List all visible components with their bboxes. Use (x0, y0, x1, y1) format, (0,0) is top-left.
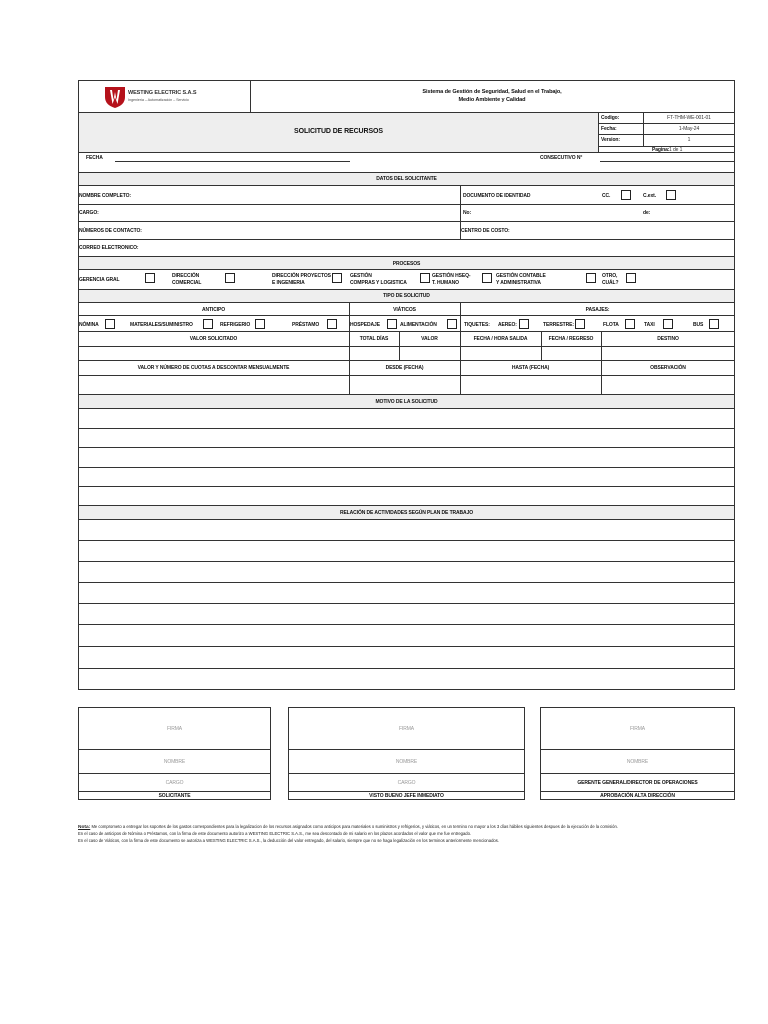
hospedaje-checkbox[interactable] (387, 319, 397, 329)
proc-comercial-checkbox[interactable] (225, 273, 235, 283)
cc-checkbox[interactable] (621, 190, 631, 200)
nombre-label: NOMBRE COMPLETO: (79, 193, 131, 199)
company-logo (104, 84, 244, 108)
numeros-label: NÚMEROS DE CONTACTO: (79, 228, 142, 234)
tiquetes-label: TIQUETES: (464, 322, 490, 328)
valor-header: VALOR (421, 336, 438, 342)
proc-gerencia-checkbox[interactable] (145, 273, 155, 283)
proc-otro-checkbox[interactable] (626, 273, 636, 283)
flota-checkbox[interactable] (625, 319, 635, 329)
nomina-label: NÓMINA (79, 322, 99, 328)
sig1-footer: SOLICITANTE (158, 793, 191, 799)
pasajes-header: PASAJES: (585, 307, 610, 313)
desde-header: DESDE (FECHA) (385, 365, 424, 371)
sig2-cargo: CARGO (397, 780, 416, 786)
cc-label: CC. (602, 193, 611, 199)
pagina-label: Pagina: (652, 147, 670, 153)
bus-label: BUS (693, 322, 704, 328)
hasta-header: HASTA (FECHA) (511, 365, 550, 371)
form-title: SOLICITUD DE RECURSOS (294, 128, 383, 135)
note-text-1: Me comprometo a entregar los soportes de los gastos correspondientes para la legalizacion de los recursos asignados como anticipos para materiales o suministros y refrigerios, y viáticos, en un termino no mayor a los 3 días hábiles siguientes despues de la ejecución de la comisión. (91, 824, 618, 829)
taxi-label: TAXI (644, 322, 655, 328)
proc-comercial-label-2: COMERCIAL (172, 280, 202, 286)
hospedaje-label: HOSPEDAJE (350, 322, 380, 328)
proc-proyectos-checkbox[interactable] (332, 273, 342, 283)
consecutivo-label: CONSECUTIVO N° (540, 155, 583, 161)
taxi-checkbox[interactable] (663, 319, 673, 329)
observacion-header: OBSERVACIÓN (650, 365, 686, 371)
materiales-checkbox[interactable] (203, 319, 213, 329)
documento-label: DOCUMENTO DE IDENTIDAD (463, 193, 531, 199)
sig3-nombre: NOMBRE (626, 759, 649, 765)
pagina-value: 1 de 1 (669, 147, 683, 153)
logo-tagline: Ingeniería – Automatización – Servicio (128, 98, 189, 102)
anticipo-header: ANTICIPO (201, 307, 226, 313)
note-line2: En el caso de anticipos de Nómina o Préstamos, con la firma de este documento autorizo a WESTING ELECTRIC S.A.S., me sea descontado de mi salario en los plazos acordados el valor que me fue entregado. (78, 831, 472, 836)
terrestre-checkbox[interactable] (575, 319, 585, 329)
sig3-firma: FIRMA (629, 726, 646, 732)
fecha-regreso-header: FECHA / REGRESO (548, 336, 594, 342)
destino-header: DESTINO (657, 336, 679, 342)
proc-otro-label-1: OTRO, (602, 273, 618, 279)
relacion-section-title: RELACIÓN DE ACTIVIDADES SEGÚN PLAN DE TRABAJO (339, 510, 474, 516)
refrigerio-checkbox[interactable] (255, 319, 265, 329)
sig1-firma: FIRMA (166, 726, 183, 732)
sig3-footer: APROBACIÓN ALTA DIRECCIÓN (600, 793, 675, 799)
procesos-section-title: PROCESOS (392, 261, 421, 267)
signature-box-solicitante (78, 707, 271, 800)
aereo-checkbox[interactable] (519, 319, 529, 329)
fecha-top-label: FECHA (86, 155, 103, 161)
centro-label: CENTRO DE COSTO: (461, 228, 510, 234)
fecha-value: 1-May-24 (678, 126, 700, 132)
terrestre-label: TERRESTRE: (543, 322, 574, 328)
codigo-label: Codigo: (601, 115, 620, 121)
alimentacion-label: ALIMENTACIÓN (400, 322, 437, 328)
proc-proyectos-label-1: DIRECCIÓN PROYECTOS (272, 273, 331, 279)
note-label: Nota: (78, 825, 91, 830)
sig1-nombre: NOMBRE (163, 759, 186, 765)
consecutivo-input-line[interactable] (600, 161, 735, 162)
bus-checkbox[interactable] (709, 319, 719, 329)
signature-box-direccion (540, 707, 735, 800)
proc-proyectos-label-2: E INGENIERIA (272, 280, 305, 286)
header-divider (250, 80, 251, 112)
proc-hseq-checkbox[interactable] (482, 273, 492, 283)
valor-solicitado-header: VALOR SOLICITADO (189, 336, 238, 342)
motivo-section-title: MOTIVO DE LA SOLICITUD (375, 399, 438, 405)
prestamo-checkbox[interactable] (327, 319, 337, 329)
prestamo-label: PRÉSTAMO (292, 322, 320, 328)
system-title-line1: Sistema de Gestión de Seguridad, Salud en el Trabajo, (422, 89, 562, 95)
proc-compras-checkbox[interactable] (420, 273, 430, 283)
alimentacion-checkbox[interactable] (447, 319, 457, 329)
logo-company-name: WESTING ELECTRIC S.A.S (128, 90, 197, 96)
proc-contable-label-2: Y ADMINISTRATIVA (496, 280, 541, 286)
fecha-salida-header: FECHA / HORA SALIDA (473, 336, 528, 342)
fecha-label: Fecha: (601, 126, 617, 132)
flota-label: FLOTA (603, 322, 619, 328)
sig1-cargo: CARGO (165, 780, 184, 786)
sig3-cargo: GERENTE GENERAL/DIRECTOR DE OPERACIONES (577, 780, 698, 786)
no-label: No: (463, 210, 472, 216)
cext-label: C.ext. (643, 193, 657, 199)
tipo-section-title: TIPO DE SOLICITUD (383, 293, 430, 299)
viaticos-header: VIÁTICOS (393, 307, 416, 313)
proc-contable-checkbox[interactable] (586, 273, 596, 283)
note-line1 (78, 824, 618, 831)
proc-comercial-label-1: DIRECCIÓN (172, 273, 200, 279)
materiales-label: MATERIALES/SUMINISTRO (130, 322, 193, 328)
note-line3: En el caso de Viáticos, con la firma de este documento se autoriza a WESTING ELECTRIC S.A.S., la deducción del valor entregado, del salario, siempre que no se haga legalización en los terminos anteriormente mencionados. (78, 838, 499, 843)
version-label: Version: (601, 137, 620, 143)
correo-label: CORREO ELECTRONICO: (79, 245, 139, 251)
proc-contable-label-1: GESTIÓN CONTABLE (496, 273, 546, 279)
cuotas-header: VALOR Y NÚMERO DE CUOTAS A DESCONTAR MENSUALMENTE (137, 365, 290, 371)
proc-compras-label-2: COMPRAS Y LOGISTICA (350, 280, 407, 286)
proc-compras-label-1: GESTIÓN (350, 273, 372, 279)
de-label: de: (643, 210, 651, 216)
sig2-firma: FIRMA (398, 726, 415, 732)
refrigerio-label: REFRIGERIO (220, 322, 251, 328)
system-title-line2: Medio Ambiente y Calidad (458, 97, 526, 103)
proc-otro-label-2: CUÁL? (602, 280, 619, 286)
signature-box-jefe (288, 707, 525, 800)
sig2-footer: VISTO BUENO JEFE INMEDIATO (369, 793, 444, 799)
version-value: 1 (687, 137, 691, 143)
fecha-input-line[interactable] (115, 161, 350, 162)
cargo-label: CARGO: (79, 210, 99, 216)
proc-hseq-label-2: T. HUMANO (432, 280, 459, 286)
aereo-label: AEREO: (498, 322, 517, 328)
sig2-nombre: NOMBRE (395, 759, 418, 765)
solicitante-section-title: DATOS DEL SOLICITANTE (376, 176, 437, 182)
total-dias-header: TOTAL DÍAS (359, 336, 389, 342)
proc-gerencia-label: GERENCIA GRAL (79, 277, 120, 283)
codigo-value: FT-THM-WE-001-01 (667, 115, 711, 121)
logo-shield-icon (104, 84, 126, 108)
nomina-checkbox[interactable] (105, 319, 115, 329)
cext-checkbox[interactable] (666, 190, 676, 200)
proc-hseq-label-1: GESTIÓN HSEQ- (432, 273, 471, 279)
